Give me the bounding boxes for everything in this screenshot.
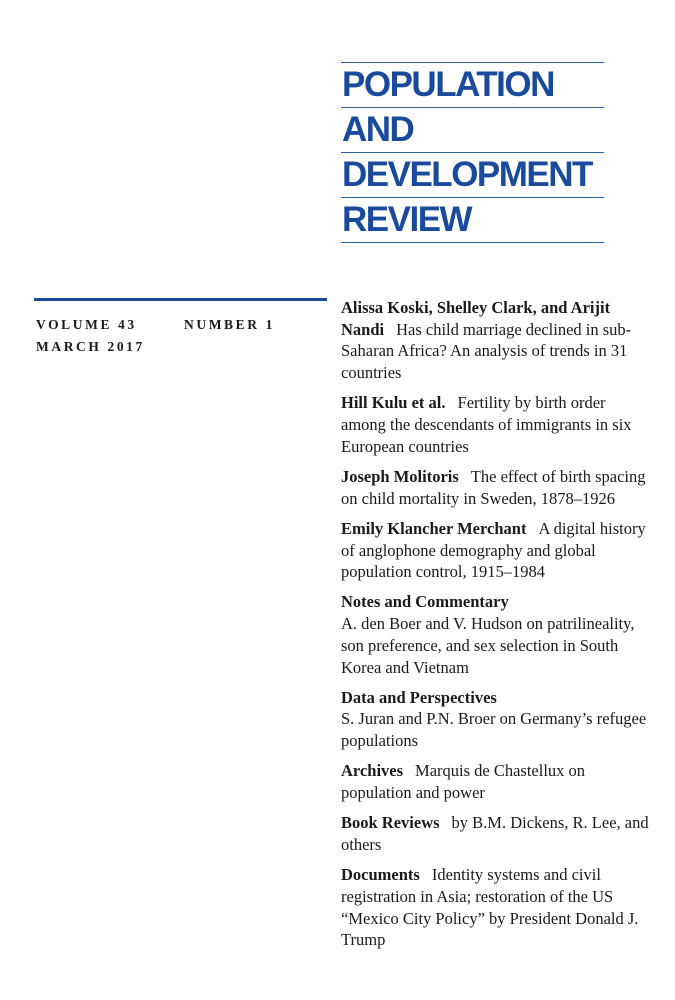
issue-info [36,314,275,358]
issue-date: MARCH 2017 [36,339,145,354]
title-line: AND [342,110,414,149]
toc-text: Marquis de Chastellux on population and power [341,761,586,803]
title-line: REVIEW [342,200,472,239]
toc-section [341,864,653,951]
toc-section [341,812,653,855]
section-heading: Book Reviews [341,813,440,833]
toc-author: Joseph Molitoris [341,466,459,486]
volume-label: VOLUME 43 [36,317,137,332]
toc-entry [341,392,653,457]
section-heading: Notes and Commentary [341,592,509,612]
toc-author: Alissa Koski, Shelley Clark, and Arijit Nandi [341,298,611,339]
toc-entry [341,297,653,384]
title-rule [341,242,604,243]
toc-text: The effect of birth spacing on child mortality in Sweden, 1878–1926 [341,466,646,508]
table-of-contents [341,297,653,959]
toc-entry [341,466,653,509]
title-line: DEVELOPMENT [342,155,592,194]
toc-text: A. den Boer and V. Hudson on patrilineality, son preference, and sex selection in South Korea and Vietnam [341,614,635,677]
number-label: NUMBER 1 [184,317,275,332]
title-line: POPULATION [342,65,554,104]
toc-text: A digital history of anglophone demography and global population control, 1915–1984 [341,518,646,582]
section-heading: Archives [341,761,404,781]
toc-section [341,760,653,803]
toc-section [341,687,653,752]
toc-text: Has child marriage declined in sub-Saharan Africa? An analysis of trends in 31 countries [341,319,632,383]
toc-text: Fertility by birth order among the descendants of immigrants in six European countries [341,393,632,456]
toc-text: Identity systems and civil registration in Asia; restoration of the US “Mexico City Policy” by President Donald J. Trump [341,865,639,950]
toc-text: S. Juran and P.N. Broer on Germany’s refugee populations [341,709,647,751]
toc-author: Hill Kulu et al. [341,393,446,413]
toc-text: by B.M. Dickens, R. Lee, and others [341,813,649,854]
section-heading: Data and Perspectives [341,687,497,707]
section-heading: Documents [341,865,420,885]
toc-entry [341,518,653,583]
issue-rule [34,298,327,301]
toc-author: Emily Klancher Merchant [341,518,527,538]
journal-title [341,62,604,243]
toc-section [341,591,653,678]
